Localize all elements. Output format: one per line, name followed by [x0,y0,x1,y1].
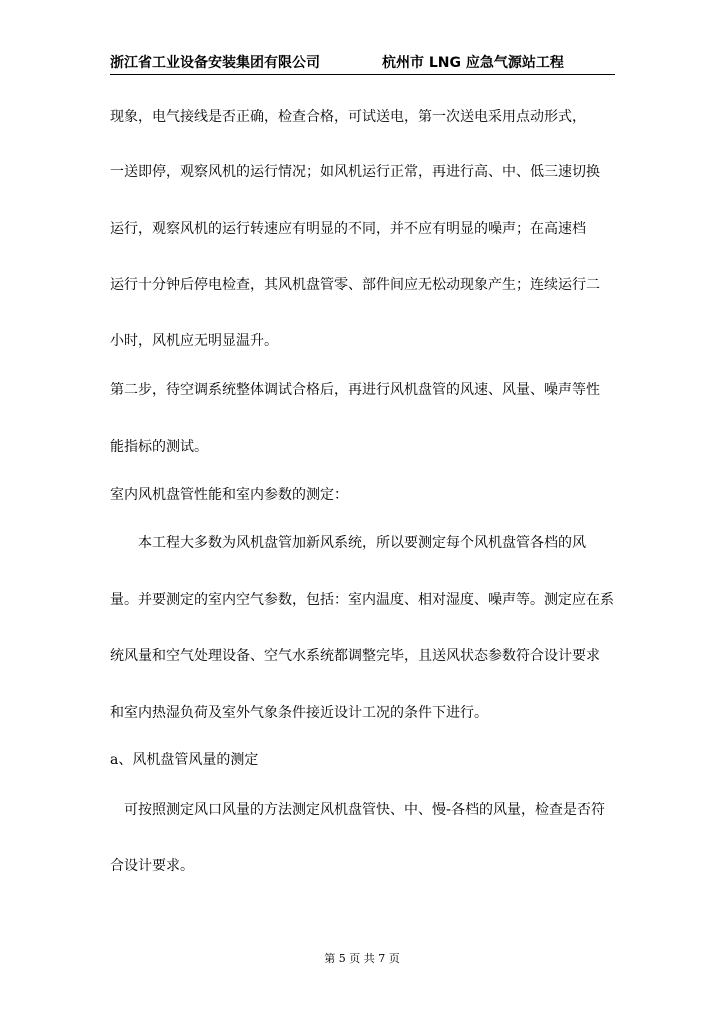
body-line: 现象，电气接线是否正确，检查合格，可试送电，第一次送电采用点动形式， [110,109,586,125]
page-number: 第 5 页 共 7 页 [324,952,400,965]
body-line: 能指标的测试。 [110,439,208,455]
header-project-name: 杭州市 LNG 应急气源站工程 [382,55,564,71]
body-line: 第二步，待空调系统整体调试合格后，再进行风机盘管的风速、风量、噪声等性 [110,382,600,398]
body-line: 一送即停，观察风机的运行情况；如风机运行正常，再进行高、中、低三速切换 [110,164,600,180]
body-line: 统风量和空气处理设备、空气水系统都调整完毕，且送风状态参数符合设计要求 [110,648,600,664]
body-line: 小时，风机应无明显温升。 [110,333,278,349]
section-heading: a、风机盘管风量的测定 [110,752,259,768]
body-line: 合设计要求。 [110,858,194,874]
body-line: 运行，观察风机的运行转速应有明显的不同，并不应有明显的噪声；在高速档 [110,221,586,237]
page-header [110,52,615,75]
body-line: 本工程大多数为风机盘管加新风系统，所以要测定每个风机盘管各档的风 [110,535,586,551]
body-line: 可按照测定风口风量的方法测定风机盘管快、中、慢-各档的风量，检查是否符 [110,802,606,818]
body-line: 量。并要测定的室内空气参数，包括：室内温度、相对湿度、噪声等。测定应在系 [110,592,614,608]
header-company-name: 浙江省工业设备安装集团有限公司 [110,55,320,71]
body-line: 和室内热湿负荷及室外气象条件接近设计工况的条件下进行。 [110,705,488,721]
body-line: 运行十分钟后停电检查，其风机盘管零、部件间应无松动现象产生；连续运行二 [110,277,600,293]
body-line: 室内风机盘管性能和室内参数的测定： [110,487,348,503]
